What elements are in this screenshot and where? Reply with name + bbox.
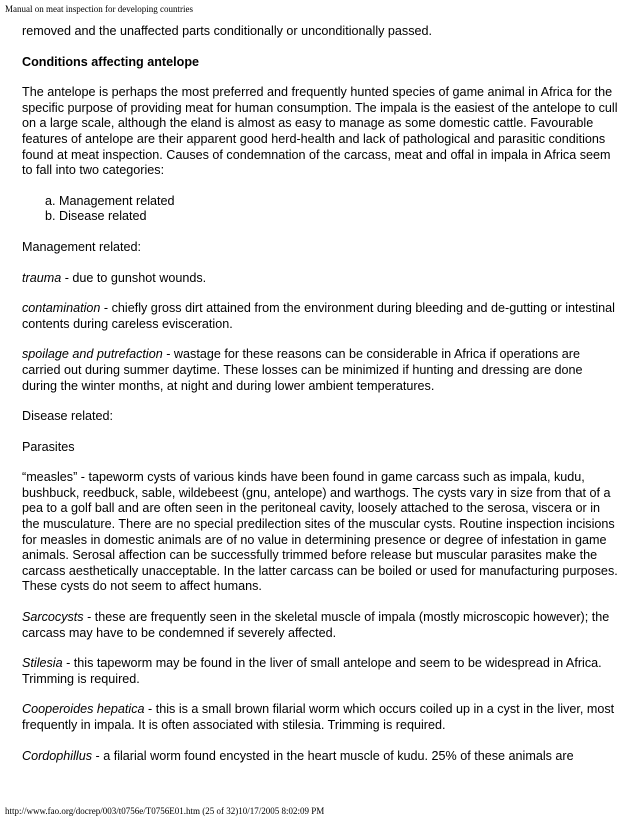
parasites-heading: Parasites [22, 439, 75, 454]
document-body [22, 24, 618, 764]
intro-paragraph: The antelope is perhaps the most preferred and frequently hunted species of game animal in Africa for the specific purpose of providing meat for human consumption. The impala is the easiest of the antelope to cull on a large scale, although the eland is almost as easy to manage as some domestic cattle. Favourable features of antelope are their apparent good herd-health and lack of pathological and parasitic conditions found at meat inspection. Causes of condemnation of the carcass, meat and offal in impala in Africa seem to fall into two categories: [22, 85, 618, 178]
running-footer-url: http://www.fao.org/docrep/003/t0756e/T0756E01.htm (25 of 32)10/17/2005 8:02:09 PM [5, 806, 325, 816]
description-trauma: - due to gunshot wounds. [61, 270, 207, 285]
description-contamination: - chiefly gross dirt attained from the environment during bleeding and de-gutting or intestinal contents during careless evisceration. [22, 301, 615, 331]
description-stilesia: - this tapeworm may be found in the liver of small antelope and seem to be widespread in Africa. Trimming is required. [22, 656, 602, 686]
disease-heading: Disease related: [22, 409, 114, 424]
section-heading: Conditions affecting antelope [22, 54, 200, 69]
term-trauma: trauma [22, 270, 62, 285]
parasite-item-stilesia [22, 656, 618, 687]
term-cordophillus: Cordophillus [22, 748, 93, 763]
description-spoilage: - wastage for these reasons can be considerable in Africa if operations are carried out during summer daytime. These losses can be minimized if hunting and dressing are done during the winter months, at night and during lower ambient temperatures. [22, 347, 583, 393]
parasite-item-cooperoides [22, 702, 618, 733]
measles-paragraph: “measles” - tapeworm cysts of various kinds have been found in game carcass such as impala, kudu, bushbuck, reedbuck, sable, wildebeest (gnu, antelope) and warthogs. The cysts vary in size from that of a pea to a golf ball and are often seen in the peritoneal cavity, loosely attached to the serosa, viscera or in the musculature. There are no special predilection sites of the muscular cysts. Routine inspection incisions for measles in domestic animals are of no value in determining presence or degree of infestation in game animals. Serosal affection can be successfully trimmed before release but muscular parasites make the carcass aesthetically unacceptable. In the latter carcass can be boiled or used for manufacturing purposes. These cysts do not seem to affect humans. [22, 470, 618, 594]
category-list [22, 194, 618, 225]
management-heading: Management related: [22, 239, 142, 254]
running-header: Manual on meat inspection for developing countries [5, 4, 193, 14]
continuation-paragraph: removed and the unaffected parts conditionally or unconditionally passed. [22, 24, 433, 38]
description-cordophillus: - a filarial worm found encysted in the heart muscle of kudu. 25% of these animals are [92, 748, 574, 763]
category-item-disease: b. Disease related [59, 209, 618, 225]
management-item-contamination [22, 301, 618, 332]
term-contamination: contamination [22, 301, 101, 316]
description-sarcocysts: - these are frequently seen in the skeletal muscle of impala (mostly microscopic however); the carcass may have to be condemned if severely affected. [22, 610, 610, 640]
term-stilesia: Stilesia [22, 656, 63, 671]
parasite-item-sarcocysts [22, 610, 618, 641]
term-sarcocysts: Sarcocysts [22, 610, 84, 625]
category-item-management: a. Management related [59, 194, 618, 210]
description-cooperoides: - this is a small brown filarial worm which occurs coiled up in a cyst in the liver, most frequently in impala. It is often associated with stilesia. Trimming is required. [22, 702, 615, 732]
term-spoilage: spoilage and putrefaction [22, 347, 163, 362]
term-cooperoides: Cooperoides hepatica [22, 702, 145, 717]
management-item-spoilage [22, 347, 618, 394]
parasite-item-cordophillus [22, 749, 618, 765]
management-item-trauma [22, 271, 618, 287]
